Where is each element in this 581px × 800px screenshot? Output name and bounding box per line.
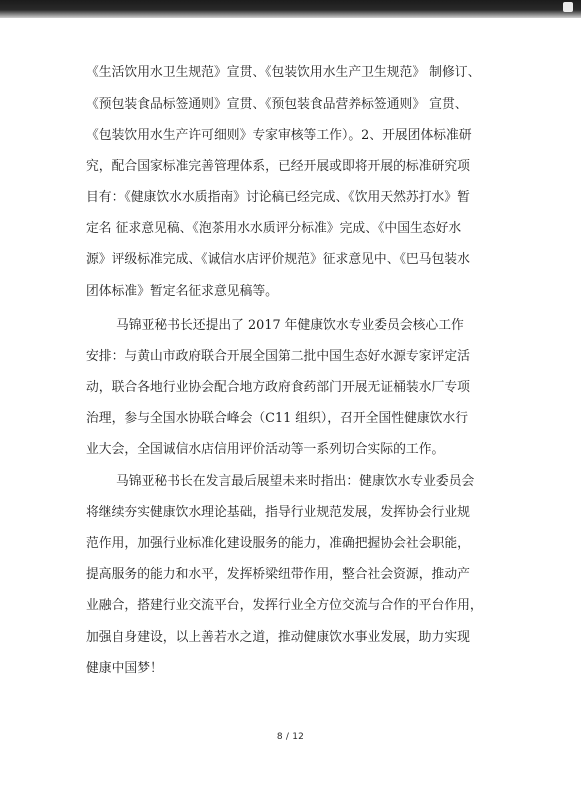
paragraph-3-line-5: 业融合，搭建行业交流平台，发挥行业全方位交流与合作的平台作用， <box>86 598 483 613</box>
paragraph-3-line-1: 马锦亚秘书长在发言最后展望未来时指出：健康饮水专业委员会 <box>116 474 475 489</box>
paragraph-2-line-2: 安排：与黄山市政府联合开展全国第二批中国生态好水源专家评定活 <box>86 349 470 364</box>
paragraph-1-line-5: 目有：《健康饮水水质指南》讨论稿已经完成、《饮用天然苏打水》暂 <box>86 190 470 205</box>
scan-edge <box>0 0 581 18</box>
paragraph-3-line-4: 提高服务的能力和水平，发挥桥梁纽带作用，整合社会资源，推动产 <box>86 567 470 582</box>
paragraph-3-line-3: 范作用，加强行业标准化建设服务的能力，准确把握协会社会职能， <box>86 536 470 551</box>
paragraph-2-line-3: 动，联合各地行业协会配合地方政府食药部门开展无证桶装水厂专项 <box>86 380 470 395</box>
paragraph-1-line-6: 定名 征求意见稿、《泡茶用水水质评分标准》完成、《中国生态好水 <box>86 221 462 236</box>
paragraph-2-line-5: 业大会，全国诚信水店信用评价活动等一系列切合实际的工作。 <box>86 442 445 457</box>
paragraph-1-line-4: 究，配合国家标准完善管理体系，已经开展或即将开展的标准研究项 <box>86 159 470 174</box>
paragraph-1-line-8: 团体标准》暂定名征求意见稿等。 <box>86 284 278 299</box>
paragraph-1-line-1: 《生活饮用水卫生规范》宣贯、《包装饮用水生产卫生规范》 制修订、 <box>86 65 481 80</box>
paragraph-1-line-2: 《预包装食品标签通则》宣贯、《预包装食品营养标签通则》 宣贯、 <box>86 97 468 112</box>
paragraph-3-line-2: 将继续夯实健康饮水理论基础，指导行业规范发展，发挥协会行业规 <box>86 505 470 520</box>
page-number: 8 / 12 <box>276 732 305 742</box>
paragraph-1-line-7: 源》评级标准完成、《诚信水店评价规范》征求意见中、《巴马包装水 <box>86 252 470 267</box>
paragraph-2-line-1: 马锦亚秘书长还提出了 2017 年健康饮水专业委员会核心工作 <box>116 318 464 333</box>
paragraph-1-line-3: 《包装饮用水生产许可细则》专家审核等工作）。2、开展团体标准研 <box>86 128 472 143</box>
paragraph-3-line-7: 健康中国梦！ <box>86 661 163 676</box>
paragraph-3-line-6: 加强自身建设，以上善若水之道，推动健康饮水事业发展，助力实现 <box>86 630 470 645</box>
scan-corner-mark <box>563 2 573 12</box>
paragraph-2-line-4: 治理，参与全国水协联合峰会（C11 组织），召开全国性健康饮水行 <box>86 411 469 426</box>
